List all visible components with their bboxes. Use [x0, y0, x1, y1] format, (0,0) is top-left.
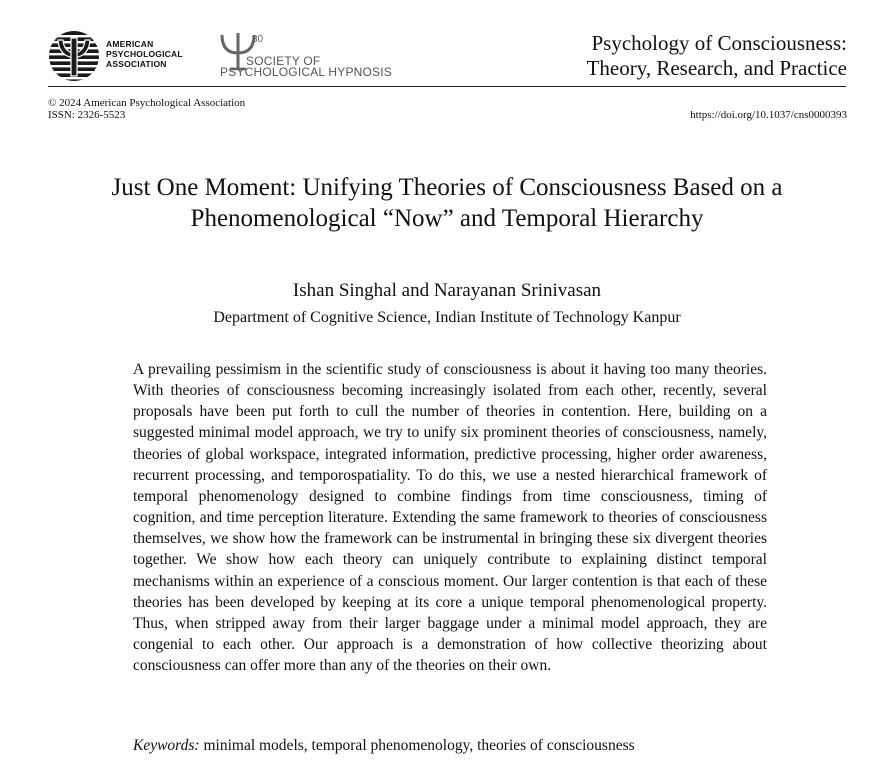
society-name: SOCIETY OF PSYCHOLOGICAL HYPNOSIS [220, 54, 393, 79]
journal-title: Psychology of Consciousness: Theory, Research, and Practice [586, 31, 847, 80]
doi-link[interactable]: https://doi.org/10.1037/cns0000393 [690, 109, 847, 121]
keywords [133, 736, 767, 756]
header-divider [48, 86, 846, 87]
authors: Ishan Singhal and Narayanan Srinivasan [292, 280, 602, 301]
publication-meta [48, 97, 245, 121]
abstract: A prevailing pessimism in the scientific study of consciousness is about it having too many theories. With theories of consciousness becoming increasingly isolated from each other, recently, several proposals have been put forth to cull the number of theories in contention. Here, building on a suggested minimal model approach, we try to unify six prominent theories of consciousness, namely, theories of global workspace, integrated information, predictive processing, higher order awareness, recurrent processing, and temporospatiality. To do this, we use a nested hierarchical framework of temporal phenomenology designed to combine findings from time consciousness, timing of cognition, and time perception literature. Extending the same framework to theories of consciousness themselves, we show how the framework can be instrumental in bringing these six divergent theories together. We show how each theory can uniquely contribute to explaining distinct temporal mechanisms within an experience of a conscious moment. Our larger contention is that each of these theories has been developed by keeping at its core a unique temporal phenomenological property. Thus, when stripped away from their larger baggage under a minimal model approach, they are congenial to each other. Our approach is a demonstration of how collective theorizing about consciousness can offer more than any of the theories on their own. [133, 361, 767, 675]
affiliation: Department of Cognitive Science, Indian Institute of Technology Kanpur [213, 309, 681, 326]
keywords-list: minimal models, temporal phenomenology, theories of consciousness [203, 737, 635, 754]
society-mark: 30 [252, 34, 264, 45]
apa-logo-icon [48, 30, 100, 82]
keywords-label: Keywords: [133, 737, 200, 754]
page-header [0, 0, 894, 120]
article-title: Just One Moment: Unifying Theories of Consciousness Based on a Phenomenological “Now” and Temporal Hierarchy [111, 174, 783, 232]
apa-name: AMERICAN PSYCHOLOGICAL ASSOCIATION [106, 39, 183, 69]
copyright: © 2024 American Psychological Association [48, 97, 246, 109]
issn: ISSN: 2326-5523 [48, 109, 126, 121]
